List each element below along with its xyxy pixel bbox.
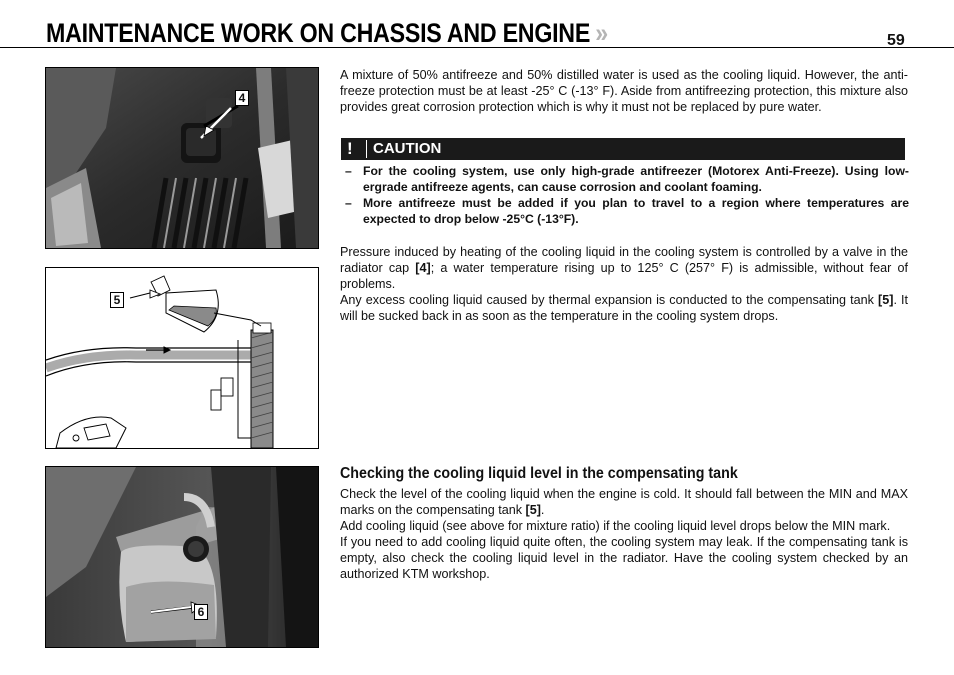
compensating-tank-photo	[45, 466, 319, 648]
header-divider	[0, 47, 954, 48]
page-number: 59	[887, 32, 905, 49]
caution-item: – For the cooling system, use only high-grade antifreezer (Motorex Anti-Freeze). Using low-ergrade antifreeze agents, can cause corrosion and coolant foaming.	[341, 163, 909, 195]
check-paragraph-2: Add cooling liquid (see above for mixture ratio) if the cooling liquid level drops below the MIN mark.	[340, 519, 891, 534]
text-span: Check the level of the cooling liquid when the engine is cold. It should fall between the MIN and MAX marks on the compensating tank	[340, 487, 908, 518]
check-paragraph-3: If you need to add cooling liquid quite often, the cooling system may leak. If the compensating tank is empty, also check the cooling liquid level in the radiator. Have the cooling system checked by an authorized KTM workshop.	[340, 535, 908, 582]
caution-label: CAUTION	[366, 140, 908, 158]
chevron-right-icon: »	[595, 18, 608, 48]
text-span: Any excess cooling liquid caused by thermal expansion is conducted to the compensating tank	[340, 293, 879, 308]
intro-paragraph-block	[340, 67, 908, 115]
cooling-system-diagram	[45, 267, 319, 449]
reference-5: [5]	[878, 293, 894, 308]
page-title-text: MAINTENANCE WORK ON CHASSIS AND ENGINE	[46, 18, 591, 48]
caution-list	[341, 163, 909, 227]
callout-4: 4	[235, 90, 249, 106]
pressure-paragraph-1	[340, 244, 908, 292]
pressure-text-block	[340, 244, 908, 324]
page-title	[46, 18, 608, 49]
caution-banner	[341, 138, 905, 160]
text-span: ; a water temperature rising up to 125° C (257° F) is admissible, without fear of problems.	[340, 261, 908, 292]
callout-5: 5	[110, 292, 124, 308]
callout-6: 6	[194, 604, 208, 620]
reference-5: [5]	[525, 503, 541, 518]
check-text-block	[340, 486, 908, 583]
pressure-paragraph-2	[340, 292, 908, 324]
text-span: Pressure induced by heating of the cooling liquid in the cooling system is controlled by a valve in the radiator cap	[340, 245, 908, 276]
check-paragraph-1	[340, 486, 908, 518]
radiator-cap-photo	[45, 67, 319, 249]
text-span: . It will be sucked back in as soon as the temperature in the cooling system drops.	[340, 293, 909, 324]
text-span: .	[540, 503, 545, 518]
warning-icon: !	[347, 139, 353, 158]
section-heading: Checking the cooling liquid level in the compensating tank	[340, 465, 738, 482]
caution-item: – More antifreeze must be added if you plan to travel to a region where temperatures are expected to drop below -25°C (-13°F).	[341, 195, 909, 227]
reference-4: [4]	[415, 261, 431, 276]
intro-paragraph: A mixture of 50% antifreeze and 50% distilled water is used as the cooling liquid. However, the anti-freeze protection must be at least -25° C (-13° F). Aside from antifreezing protection, this mixture also provides great corrosion protection which is why it must not be replaced by pure water.	[340, 68, 908, 115]
